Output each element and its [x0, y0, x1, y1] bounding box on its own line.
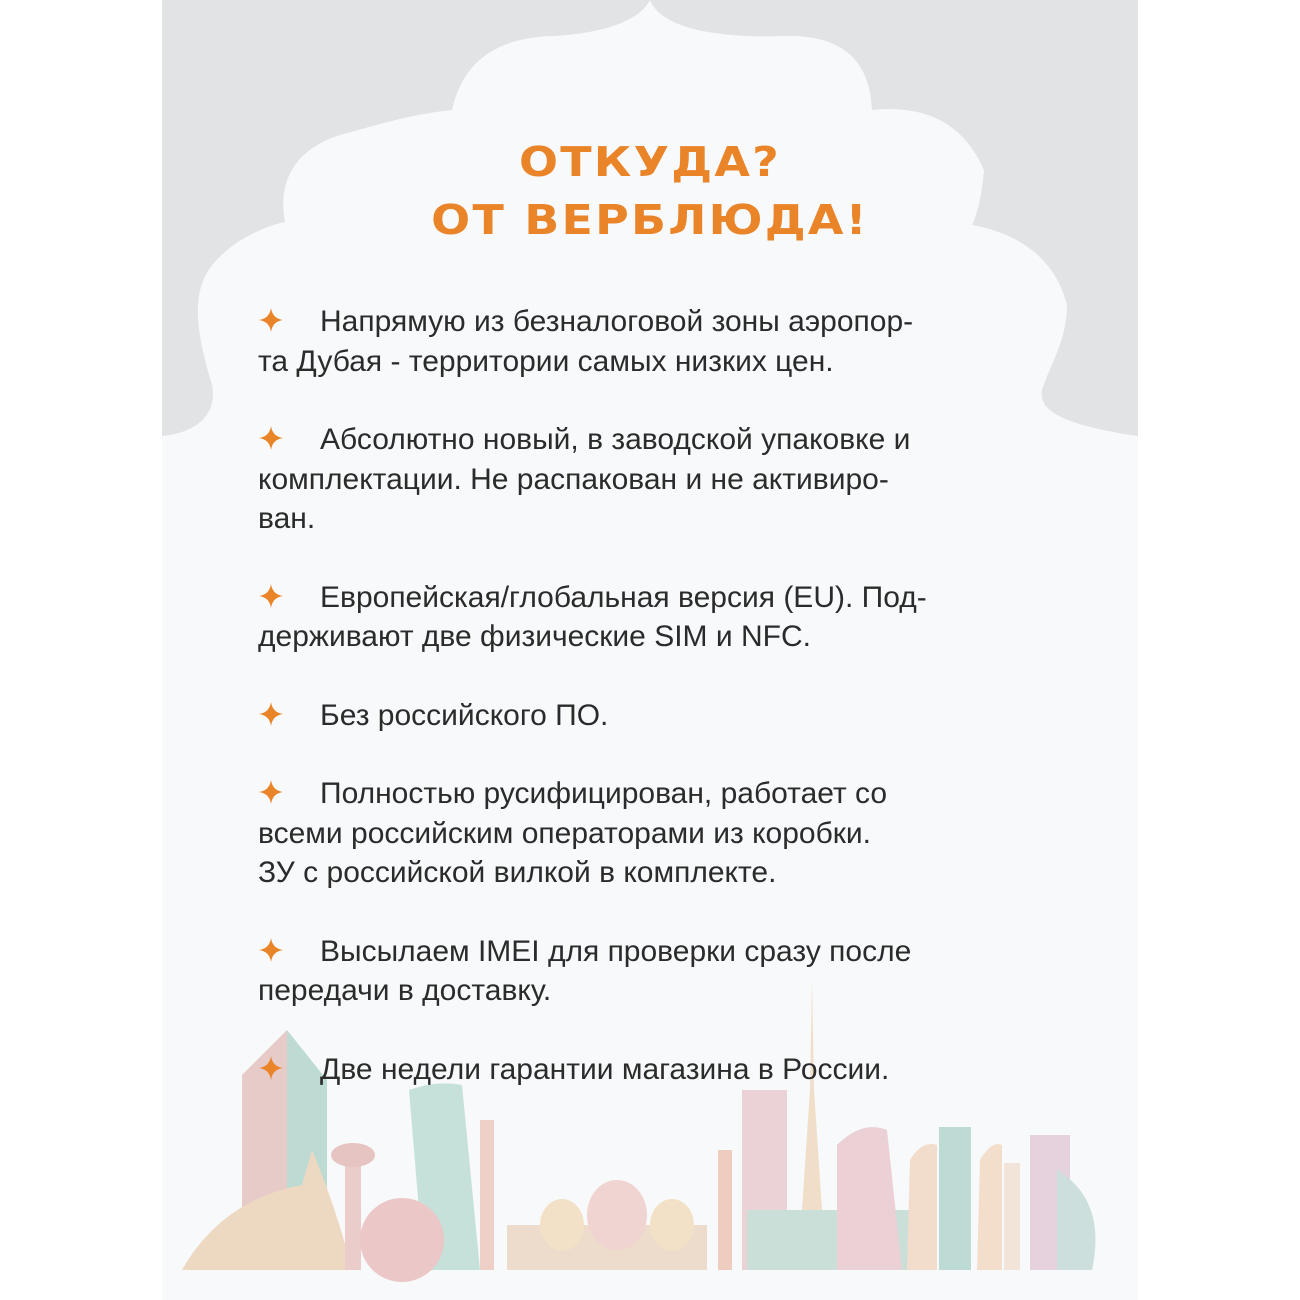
promo-card — [162, 0, 1138, 1300]
list-item-text: всеми российским операторами из коробки. — [258, 816, 871, 850]
four-point-star-icon — [258, 307, 284, 333]
list-item — [258, 578, 1058, 657]
list-item-text: Высылаем IMEI для проверки сразу после — [320, 934, 912, 968]
headline-line-2: ОТ ВЕРБЛЮДА! — [431, 196, 869, 244]
four-point-star-icon — [258, 583, 284, 609]
headline — [162, 133, 1138, 249]
four-point-star-icon — [258, 425, 284, 451]
list-item-text: Европейская/глобальная версия (EU). Под- — [320, 580, 927, 614]
list-item — [258, 302, 1058, 381]
list-item-text: держивают две физические SIM и NFC. — [258, 620, 811, 653]
list-item-text: Полностью русифицирован, работает со — [320, 777, 888, 810]
list-item — [258, 774, 1058, 893]
list-item-text: Две недели гарантии магазина в России. — [320, 1052, 890, 1086]
list-item — [258, 932, 1058, 1011]
list-item-text: Напрямую из безналоговой зоны аэропор- — [320, 305, 914, 338]
four-point-star-icon — [258, 779, 284, 805]
list-item-text: Абсолютно новый, в заводской упаковке и — [320, 423, 911, 456]
list-item-text: Без российского ПО. — [320, 698, 609, 732]
headline-line-1: ОТКУДА? — [518, 138, 782, 186]
four-point-star-icon — [258, 1055, 284, 1081]
list-item — [258, 420, 1058, 539]
list-item — [258, 696, 1058, 736]
list-item-text: ЗУ с российской вилкой в комплекте. — [258, 856, 777, 889]
list-item-text: передачи в доставку. — [258, 974, 552, 1007]
list-item — [258, 1050, 1058, 1090]
four-point-star-icon — [258, 701, 284, 727]
list-item-text: комплектации. Не распакован и не активиро- — [258, 462, 889, 496]
list-item-text: та Дубая - территории самых низких цен. — [258, 344, 834, 378]
feature-list — [258, 302, 1058, 1128]
four-point-star-icon — [258, 937, 284, 963]
list-item-text: ван. — [258, 502, 316, 535]
